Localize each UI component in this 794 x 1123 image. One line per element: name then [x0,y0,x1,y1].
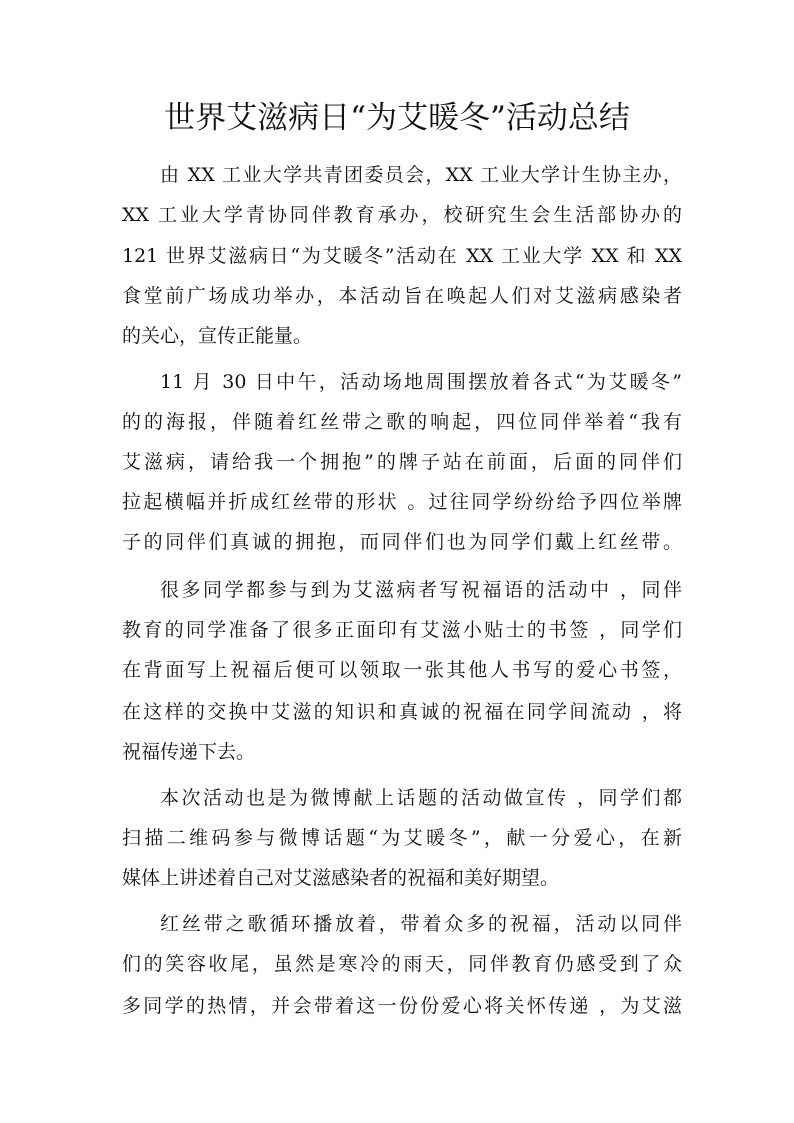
paragraph-line: 食堂前广场成功举办，本活动旨在唤起人们对艾滋病感染者 [122,285,682,307]
paragraph-line: 扫描二维码参与微博话题“为艾暖冬”，献一分爱心，在新 [122,827,682,849]
paragraph-line: 教育的同学准备了很多正面印有艾滋小贴士的书签 ，同学们 [122,619,682,641]
paragraph-line: 11 月 30 日中午，活动场地周围摆放着各式“为艾暖冬” [160,371,682,393]
paragraph-line: 拉起横幅并折成红丝带的形状 。过往同学纷纷给予四位举牌 [122,491,682,513]
paragraph-line: 由 XX 工业大学共青团委员会，XX 工业大学计生协主办， [160,164,682,186]
paragraph-line: 的关心，宣传正能量。 [122,325,313,347]
document-title: 世界艾滋病日“为艾暖冬”活动总结 [164,100,630,136]
paragraph-line: 121 世界艾滋病日“为艾暖冬”活动在 XX 工业大学 XX 和 XX [122,245,682,267]
paragraph-line: 本次活动也是为微博献上话题的活动做宣传 ，同学们都 [160,787,682,809]
paragraph-line: 很多同学都参与到为艾滋病者写祝福语的活动中 ，同伴 [160,579,682,601]
paragraph-line: 们的笑容收尾，虽然是寒冷的雨天，同伴教育仍感受到了众 [122,953,682,975]
paragraph-line: XX 工业大学青协同伴教育承办，校研究生会生活部协办的 [122,204,682,226]
paragraph-line: 红丝带之歌循环播放着，带着众多的祝福，活动以同伴 [160,913,682,935]
paragraph-line: 在这样的交换中艾滋的知识和真诚的祝福在同学间流动 ，将 [122,701,682,723]
paragraph-line: 艾滋病，请给我一个拥抱”的牌子站在前面，后面的同伴们 [122,451,682,473]
paragraph-line: 媒体上讲述着自己对艾滋感染者的祝福和美好期望。 [122,867,560,889]
paragraph-line: 的的海报，伴随着红丝带之歌的响起，四位同伴举着“我有 [122,411,682,433]
paragraph-line: 在背面写上祝福后便可以领取一张其他人书写的爱心书签， [122,659,682,681]
paragraph-line: 祝福传递下去。 [122,741,256,763]
paragraph-line: 多同学的热情，并会带着这一份份爱心将关怀传递 ，为艾滋 [122,995,682,1017]
paragraph-line: 子的同伴们真诚的拥抱，而同伴们也为同学们戴上红丝带。 [122,531,682,553]
